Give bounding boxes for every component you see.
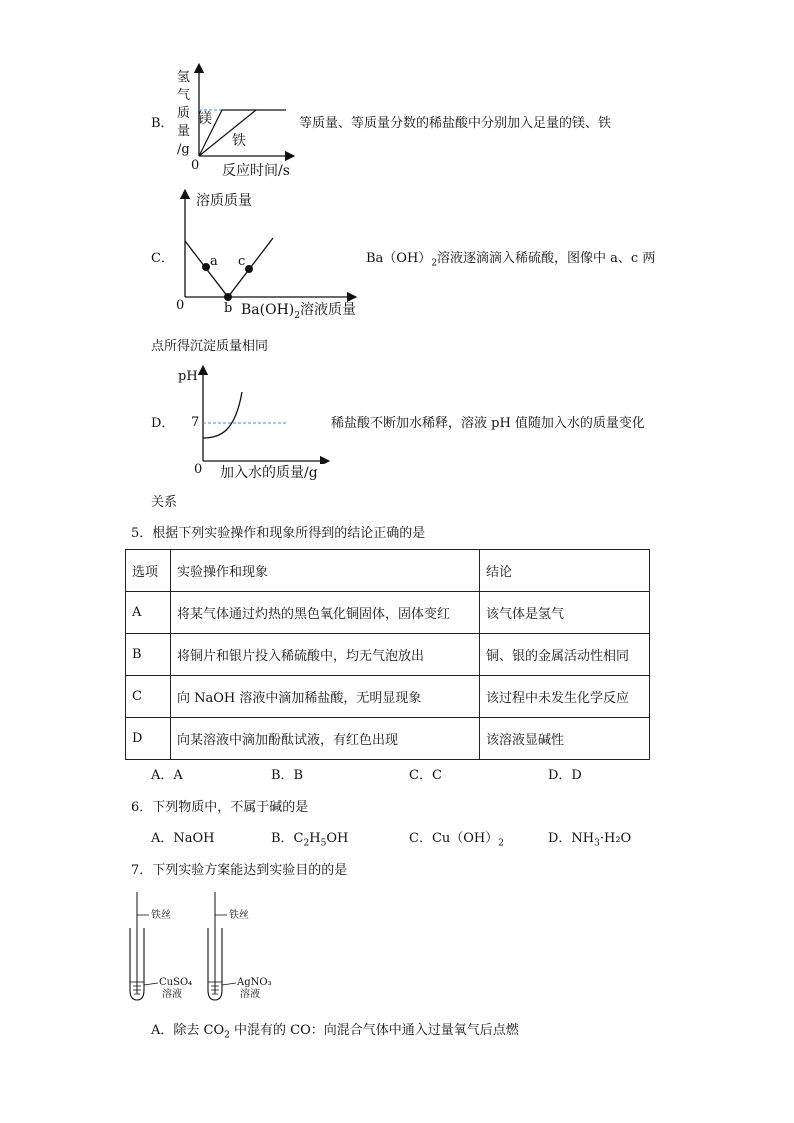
option-d-text: 稀盐酸不断加水稀释，溶液 pH 值随加入水的质量变化 bbox=[331, 416, 645, 431]
graph-c-curve bbox=[185, 238, 273, 297]
graph-c-point-a bbox=[202, 263, 210, 271]
graph-b-label-mg: 镁 bbox=[198, 111, 212, 127]
graph-b-xlabel: 反应时间/s bbox=[222, 163, 290, 179]
table-row bbox=[126, 676, 650, 718]
graph-b-label-fe: 铁 bbox=[232, 133, 246, 149]
table-header: 实验操作和现象 bbox=[171, 550, 480, 592]
graph-d-tick-7: 7 bbox=[191, 415, 200, 430]
q5-choice-a: A．A bbox=[151, 768, 183, 783]
q5-table bbox=[125, 549, 650, 760]
option-c-letter: C． bbox=[151, 251, 174, 266]
graph-d-ylabel: pH bbox=[178, 369, 198, 384]
graph-b-origin: 0 bbox=[191, 158, 200, 173]
graph-d-xlabel: 加入水的质量/g bbox=[220, 465, 318, 481]
table-cell: 向 NaOH 溶液中滴加稀盐酸，无明显现象 bbox=[171, 676, 480, 718]
graph-b-ylabel-3: 质 bbox=[177, 106, 191, 121]
graph-b-ylabel-2: 气 bbox=[177, 88, 191, 103]
q6-stem: 6．下列物质中，不属于碱的是 bbox=[131, 800, 309, 815]
q7-option-a: A．除去 $CO_2$ 中混有的 CO：向混合气体中通入过量氧气后点燃 bbox=[151, 1023, 519, 1041]
table-cell: 该过程中未发生化学反应 bbox=[480, 676, 650, 718]
graph-b-ylabel-1: 氢 bbox=[177, 70, 191, 85]
option-b-letter: B． bbox=[151, 116, 174, 131]
q6-choice-b: B．$C_2H_5OH$ bbox=[271, 831, 349, 849]
q5-choice-b: B．B bbox=[271, 768, 304, 783]
q7-label-cuso4: CuSO₄ bbox=[159, 977, 193, 988]
q7-label-wire-2: 铁丝 bbox=[229, 910, 249, 921]
option-b-text: 等质量、等质量分数的稀盐酸中分别加入足量的镁、铁 bbox=[299, 116, 612, 131]
table-row bbox=[126, 634, 650, 676]
graph-c-xlabel: $Ba(OH)_2$溶液质量 bbox=[241, 302, 356, 321]
graph-d-curve bbox=[203, 392, 242, 438]
q5-stem: 5．根据下列实验操作和现象所得到的结论正确的是 bbox=[131, 526, 426, 541]
q7-label-sol-1: 溶液 bbox=[162, 989, 182, 1000]
q5-choice-d: D．D bbox=[548, 768, 582, 783]
graph-c-point-c bbox=[245, 265, 253, 273]
graph-c-point-b bbox=[224, 293, 232, 301]
table-cell: D bbox=[126, 718, 171, 760]
q6-choice-a: A．NaOH bbox=[151, 831, 215, 846]
table-header: 结论 bbox=[480, 550, 650, 592]
q6-choice-c: C．$Cu(OH)_2$ bbox=[409, 831, 504, 849]
table-cell: 向某溶液中滴加酚酞试液，有红色出现 bbox=[171, 718, 480, 760]
graph-c-label-a: a bbox=[210, 254, 218, 269]
graph-d bbox=[190, 364, 330, 464]
graph-d-origin: 0 bbox=[194, 462, 203, 477]
graph-b-ylabel-5: /g bbox=[177, 142, 190, 157]
table-cell: 该气体是氢气 bbox=[480, 592, 650, 634]
graph-b-ylabel-4: 量 bbox=[177, 124, 191, 139]
table-header-row bbox=[126, 550, 650, 592]
graph-c-label-c: c bbox=[238, 254, 246, 269]
table-row bbox=[126, 718, 650, 760]
table-cell: A bbox=[126, 592, 171, 634]
option-c-text: $Ba(OH)_2$溶液逐滴滴入稀硫酸，图像中 a、c 两 bbox=[366, 251, 656, 269]
q7-stem: 7．下列实验方案能达到实验目的的是 bbox=[131, 863, 348, 878]
graph-c-ylabel: 溶质质量 bbox=[196, 193, 252, 209]
q7-label-sol-2: 溶液 bbox=[240, 989, 260, 1000]
table-row bbox=[126, 592, 650, 634]
table-cell: B bbox=[126, 634, 171, 676]
q7-label-agno3: AgNO₃ bbox=[237, 977, 272, 988]
table-cell: C bbox=[126, 676, 171, 718]
q6-choice-d: D．$NH_3\cdot H_2O$ bbox=[548, 831, 632, 849]
table-cell: 将某气体通过灼热的黑色氧化铜固体，固体变红 bbox=[171, 592, 480, 634]
graph-c-origin: 0 bbox=[176, 298, 185, 313]
graph-c-label-b: b bbox=[224, 301, 233, 316]
table-cell: 铜、银的金属活动性相同 bbox=[480, 634, 650, 676]
q5-choice-c: C．C bbox=[409, 768, 442, 783]
option-c-text-cont: 点所得沉淀质量相同 bbox=[151, 339, 269, 354]
option-d-text-cont: 关系 bbox=[151, 495, 178, 510]
option-d-letter: D． bbox=[151, 416, 175, 431]
q7-label-wire-1: 铁丝 bbox=[151, 910, 171, 921]
table-header: 选项 bbox=[126, 550, 171, 592]
table-cell: 将铜片和银片投入稀硫酸中，均无气泡放出 bbox=[171, 634, 480, 676]
table-cell: 该溶液显碱性 bbox=[480, 718, 650, 760]
